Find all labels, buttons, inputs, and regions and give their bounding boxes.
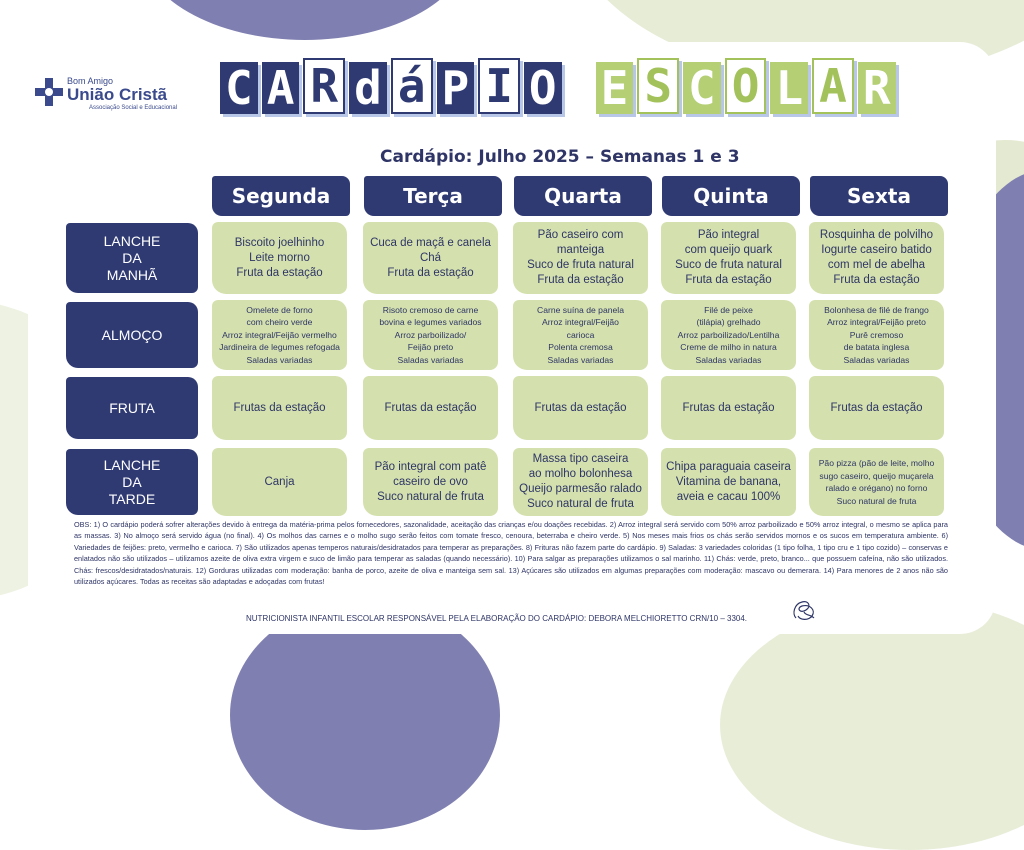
title-letter: P <box>437 62 475 114</box>
menu-item-line: caseiro de ovo <box>393 475 468 488</box>
menu-cell-quarta <box>513 300 648 370</box>
meal-label-almoco: ALMOÇO <box>66 302 198 368</box>
menu-item-line: Arroz integral/Feijão <box>542 317 619 328</box>
menu-item-line: Fruta da estação <box>387 266 474 279</box>
menu-subtitle: Cardápio: Julho 2025 – Semanas 1 e 3 <box>380 147 740 167</box>
menu-item-line: Pão caseiro com <box>537 229 624 241</box>
menu-item-line: Canja <box>264 475 295 488</box>
brand-small-text: Bom Amigo <box>67 76 114 86</box>
menu-item-line: Frutas da estação <box>830 401 923 414</box>
title-letter: C <box>683 62 721 114</box>
background-circle <box>140 0 470 40</box>
menu-item-line: Saladas variadas <box>397 354 464 365</box>
menu-item-line: com mel de abelha <box>827 259 926 271</box>
nutritionist-credit: NUTRICIONISTA INFANTIL ESCOLAR RESPONSÁVEL PELA ELABORAÇÃO DO CARDÁPIO: DEBORA MELCHIORETTO CRN/10 – 3304. <box>246 614 748 623</box>
menu-cell-terca <box>363 300 498 370</box>
title-letter: C <box>220 62 258 114</box>
menu-item-line: Pão integral com patê <box>374 460 487 473</box>
menu-item-line: Arroz integral/Feijão vermelho <box>222 329 337 340</box>
menu-cell-sexta <box>809 448 944 516</box>
menu-cell-quarta <box>513 222 648 294</box>
menu-cell-terca <box>363 376 498 440</box>
day-header-sexta: Sexta <box>810 176 948 216</box>
signature <box>788 596 822 624</box>
menu-cell-sexta <box>809 376 944 440</box>
menu-cell-segunda <box>212 448 347 516</box>
menu-item-line: Jardineira de legumes refogada <box>219 342 340 353</box>
menu-item-line: Pão integral <box>697 229 760 241</box>
title-letter: E <box>596 62 634 114</box>
menu-item-line: Saladas variadas <box>547 354 614 365</box>
menu-item-line: (tilápia) grelhado <box>696 317 761 328</box>
menu-cell-quarta <box>513 376 648 440</box>
menu-item-line: Frutas da estação <box>384 401 477 414</box>
menu-item-line: aveia e cacau 100% <box>676 490 781 503</box>
menu-item-line: Fruta da estação <box>537 274 624 286</box>
menu-item-line: Cuca de maçã e canela <box>370 236 491 249</box>
menu-item-line: Iogurte caseiro batido <box>821 244 932 256</box>
menu-item-line: Purê cremoso <box>849 329 904 340</box>
menu-item-line: com cheiro verde <box>246 317 313 328</box>
menu-item-line: Pão pizza (pão de leite, molho <box>818 458 935 468</box>
menu-item-line: Risoto cremoso de carne <box>382 304 479 315</box>
menu-cell-quarta <box>513 448 648 516</box>
menu-item-line: Massa tipo caseira <box>532 453 629 465</box>
menu-item-line: Suco de fruta natural <box>527 259 634 271</box>
meal-label-lanche-manha: LANCHE DA MANHÃ <box>66 223 198 293</box>
menu-cell-quinta <box>661 222 796 294</box>
title-letter: O <box>725 58 767 114</box>
menu-item-line: Queijo parmesão ralado <box>519 483 642 495</box>
menu-item-line: manteiga <box>556 244 605 256</box>
day-header-quinta: Quinta <box>662 176 800 216</box>
menu-item-line: bovina e legumes variados <box>379 317 482 328</box>
title-letter: I <box>478 58 520 114</box>
title-letter: A <box>812 58 854 114</box>
brand-logo <box>33 76 178 116</box>
menu-cell-quinta <box>661 376 796 440</box>
menu-item-line: Suco natural de fruta <box>377 490 484 503</box>
menu-cell-segunda <box>212 300 347 370</box>
menu-cell-segunda <box>212 222 347 294</box>
brand-tagline: Associação Social e Educacional <box>89 105 178 111</box>
menu-cell-sexta <box>809 222 944 294</box>
menu-cell-segunda <box>212 376 347 440</box>
day-header-quarta: Quarta <box>514 176 652 216</box>
menu-item-line: Vitamina de banana, <box>675 475 782 488</box>
day-header-terca: Terça <box>364 176 502 216</box>
menu-item-line: Chá <box>419 251 442 264</box>
menu-item-line: Saladas variadas <box>246 354 313 365</box>
menu-item-line: ralado e orégano) no forno <box>825 483 928 493</box>
menu-item-line: Suco de fruta natural <box>675 259 782 271</box>
menu-item-line: ao molho bolonhesa <box>528 468 633 480</box>
menu-item-line: de batata inglesa <box>843 342 910 353</box>
menu-item-line: Frutas da estação <box>233 401 326 414</box>
title-letter: S <box>637 58 679 114</box>
menu-item-line: Frutas da estação <box>534 401 627 414</box>
menu-cell-terca <box>363 222 498 294</box>
menu-item-line: Biscoito joelhinho <box>234 236 325 249</box>
menu-item-line: Filé de peixe <box>704 304 753 315</box>
menu-item-line: Chipa paraguaia caseira <box>666 460 791 473</box>
page-title <box>220 58 896 114</box>
title-letter: R <box>303 58 345 114</box>
menu-cell-terca <box>363 448 498 516</box>
menu-item-line: Saladas variadas <box>843 354 910 365</box>
meal-label-fruta: FRUTA <box>66 377 198 439</box>
background-circle <box>720 600 1024 850</box>
menu-item-line: Suco natural de fruta <box>836 495 917 506</box>
menu-cell-quinta <box>661 448 796 516</box>
menu-cell-quinta <box>661 300 796 370</box>
menu-item-line: Suco natural de fruta <box>527 498 634 510</box>
menu-item-line: Bolonhesa de filé de frango <box>824 304 929 315</box>
title-letter: O <box>524 62 562 114</box>
menu-item-line: carioca <box>566 329 595 340</box>
menu-item-line: Feijão preto <box>407 342 454 353</box>
menu-item-line: Carne suína de panela <box>537 304 624 315</box>
menu-item-line: Arroz integral/Feijão preto <box>827 317 926 328</box>
brand-cross-icon <box>33 76 65 108</box>
meal-label-lanche-tarde: LANCHE DA TARDE <box>66 449 198 515</box>
brand-name: União Cristã <box>67 85 168 104</box>
menu-item-line: Arroz parboilizado/Lentilha <box>677 329 780 340</box>
title-letter: á <box>391 58 433 114</box>
title-letter: R <box>858 62 896 114</box>
menu-item-line: sugo caseiro, queijo muçarela <box>819 470 934 481</box>
menu-item-line: Leite morno <box>249 251 310 264</box>
menu-item-line: Arroz parboilizado/ <box>394 329 467 340</box>
observations-note: OBS: 1) O cardápio poderá sofrer alterações devido à entrega da matéria-prima pelos fornecedores, sazonalidade, aceitação das crianças e/ou doações recebidas. 2) Arroz integral será servido com 50% arroz parboilizado e 50% arroz integral, o mesmo se aplica para as massas. 3) No almoço será servido água (no final). 4) Os molhos das carnes e o molho sugo serão feitos com tomate fresco, cenoura, beterraba e cheiro verde. 5) Nos meses mais frios os chás serão servidos mornos e os sucos em temperatura ambiente. 6) Variedades de feijões: preto, vermelho e carioca. 7) São utilizados apenas temperos naturais/desidratados para temperar as preparações. 8) Frituras não fazem parte do cardápio. 9) Saladas: 3 variedades coloridas (1 tipo folha, 1 tipo cru e 1 tipo cozido) – conservas e enlatados não são utilizados – utilizamos azeite de oliva extra virgem e suco de limão para temperar as saladas (quando necessário). 10) Para salgar as preparações utilizamos o sal marinho. 11) Chás: verde, preto, branco... que possuem cafeína, não são utilizados. Chás: frescos/desidratados/naturais. 12) Gorduras utilizadas com moderação: banha de porco, azeite de oliva e manteiga sem sal. 13) Açúcares são utilizados em algumas preparações com moderação: mascavo ou demerara. 14) Para menores de 2 anos não são utilizados açúcares. Todas as receitas são adaptadas e adoçadas com frutas! <box>74 520 948 587</box>
background-circle <box>230 600 500 830</box>
menu-item-line: Fruta da estação <box>236 266 323 279</box>
menu-item-line: Polenta cremosa <box>548 342 613 353</box>
title-letter: L <box>770 62 808 114</box>
menu-item-line: Creme de milho in natura <box>680 342 777 353</box>
menu-item-line: Saladas variadas <box>695 354 762 365</box>
day-header-segunda: Segunda <box>212 176 350 216</box>
menu-item-line: Rosquinha de polvilho <box>819 229 934 241</box>
menu-item-line: Omelete de forno <box>246 304 313 315</box>
title-letter: d <box>349 62 387 114</box>
title-letter: A <box>262 62 300 114</box>
menu-item-line: Fruta da estação <box>685 274 772 286</box>
menu-cell-sexta <box>809 300 944 370</box>
menu-item-line: Frutas da estação <box>682 401 775 414</box>
menu-item-line: Fruta da estação <box>833 274 920 286</box>
menu-item-line: com queijo quark <box>684 244 773 256</box>
